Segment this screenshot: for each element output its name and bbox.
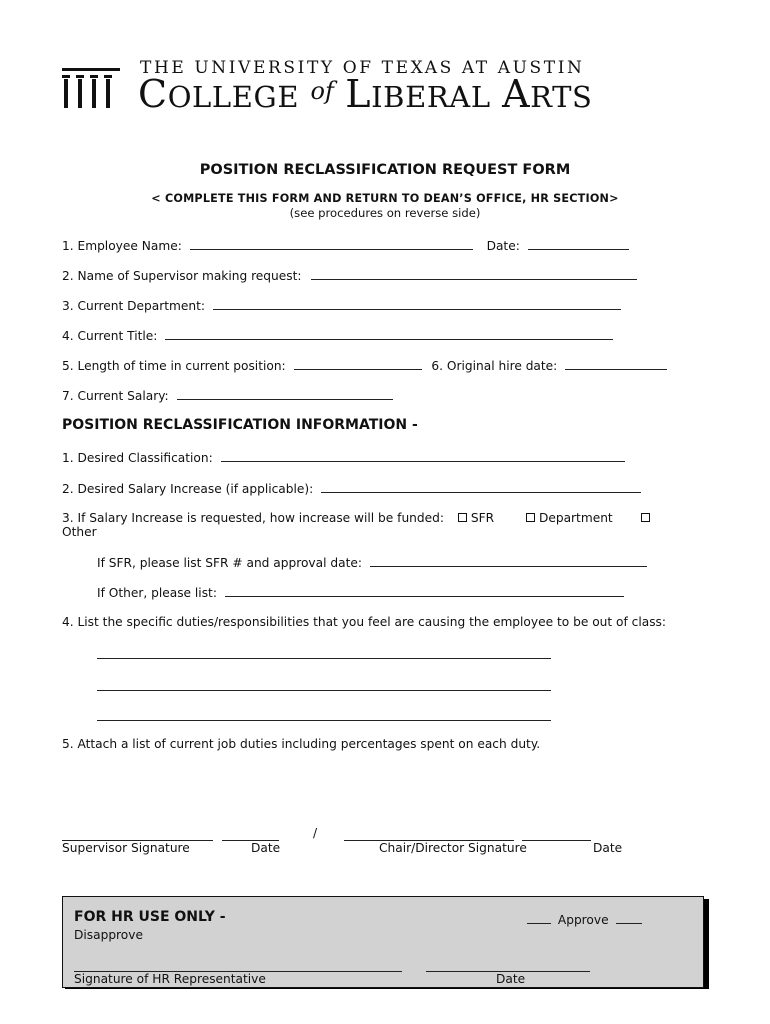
salary-field[interactable] — [177, 388, 393, 400]
funding-row — [62, 511, 654, 525]
employee-name-row — [62, 238, 629, 253]
supervisor-date-label: Date — [251, 841, 281, 855]
employee-name-label: 1. Employee Name: — [62, 239, 182, 253]
sfr-detail-label: If SFR, please list SFR # and approval date: — [97, 556, 362, 570]
duties-line-3[interactable] — [97, 708, 551, 721]
salary-label: 7. Current Salary: — [62, 389, 169, 403]
funding-label: 3. If Salary Increase is requested, how increase will be funded: — [62, 511, 444, 525]
employee-name-field[interactable] — [190, 238, 473, 250]
hr-approve-field[interactable] — [527, 912, 551, 924]
supervisor-signature-field[interactable] — [62, 828, 213, 841]
desired-salary-row — [62, 481, 641, 496]
form-title: POSITION RECLASSIFICATION REQUEST FORM — [199, 162, 571, 178]
desired-class-label: 1. Desired Classification: — [62, 451, 213, 465]
hr-disapprove-label: Disapprove — [74, 928, 143, 942]
sfr-option-label: SFR — [470, 511, 495, 525]
department-row — [62, 298, 621, 313]
chair-signature-field[interactable] — [344, 828, 514, 841]
desired-class-field[interactable] — [221, 450, 625, 462]
columns-logo-icon — [62, 66, 122, 110]
form-subtitle: < COMPLETE THIS FORM AND RETURN TO DEAN’S OFFICE, HR SECTION> — [151, 192, 619, 205]
other-option-label: Other — [62, 525, 97, 539]
supervisor-label: 2. Name of Supervisor making request: — [62, 269, 302, 283]
hire-date-field[interactable] — [565, 358, 667, 370]
department-checkbox[interactable] — [526, 513, 535, 522]
hr-approve-label: Approve — [557, 913, 609, 927]
length-field[interactable] — [294, 358, 422, 370]
supervisor-row — [62, 268, 637, 283]
hr-disapprove-field[interactable] — [616, 912, 642, 924]
chair-date-field[interactable] — [522, 828, 591, 841]
hr-date-field[interactable] — [426, 959, 590, 972]
desired-class-row — [62, 450, 625, 465]
date-field[interactable] — [528, 238, 629, 250]
hr-date-label: Date — [496, 972, 526, 986]
department-field[interactable] — [213, 298, 621, 310]
signature-separator: / — [313, 826, 318, 840]
length-row — [62, 358, 667, 373]
current-title-row — [62, 328, 613, 343]
hr-approve-row — [527, 912, 642, 927]
other-detail-field[interactable] — [225, 585, 624, 597]
sfr-detail-field[interactable] — [370, 555, 647, 567]
supervisor-date-field[interactable] — [222, 828, 279, 841]
desired-salary-field[interactable] — [321, 481, 641, 493]
duties-line-1[interactable] — [97, 646, 551, 659]
other-checkbox[interactable] — [641, 513, 650, 522]
current-title-field[interactable] — [165, 328, 613, 340]
hr-signature-label: Signature of HR Representative — [74, 972, 266, 986]
hr-heading: FOR HR USE ONLY - — [74, 909, 226, 925]
college-name: COLLEGE $^{of}$ LIBERAL ARTS — [138, 72, 593, 116]
date-label: Date: — [486, 239, 520, 253]
length-label: 5. Length of time in current position: — [62, 359, 286, 373]
sfr-detail-row — [97, 555, 647, 570]
attach-label: 5. Attach a list of current job duties including percentages spent on each duty. — [62, 737, 541, 751]
other-detail-row — [97, 585, 624, 600]
desired-salary-label: 2. Desired Salary Increase (if applicable): — [62, 482, 314, 496]
department-option-label: Department — [538, 511, 613, 525]
current-title-label: 4. Current Title: — [62, 329, 158, 343]
other-detail-label: If Other, please list: — [97, 586, 217, 600]
chair-date-label: Date — [593, 841, 623, 855]
hire-date-label: 6. Original hire date: — [431, 359, 558, 373]
department-label: 3. Current Department: — [62, 299, 206, 313]
form-subnote: (see procedures on reverse side) — [289, 206, 481, 220]
supervisor-signature-label: Supervisor Signature — [62, 841, 190, 855]
salary-row — [62, 388, 393, 403]
duties-label: 4. List the specific duties/responsibilities that you feel are causing the employee to be out of class: — [62, 615, 667, 629]
university-name: THE UNIVERSITY OF TEXAS AT AUSTIN — [140, 58, 585, 78]
duties-line-2[interactable] — [97, 678, 551, 691]
supervisor-field[interactable] — [311, 268, 637, 280]
chair-signature-label: Chair/Director Signature — [379, 841, 527, 855]
sfr-checkbox[interactable] — [458, 513, 467, 522]
hr-use-box — [62, 896, 704, 988]
hr-signature-field[interactable] — [74, 959, 402, 972]
reclass-heading: POSITION RECLASSIFICATION INFORMATION - — [62, 417, 418, 433]
